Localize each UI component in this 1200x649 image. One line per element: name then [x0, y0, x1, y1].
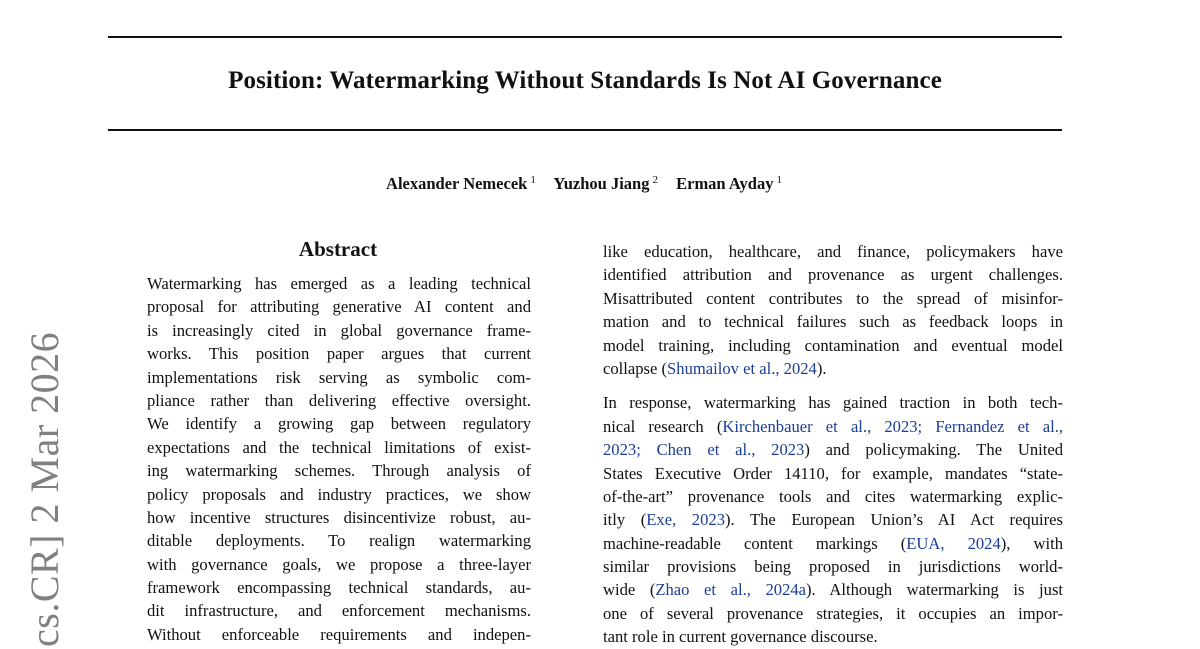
- author-name: Alexander Nemecek: [386, 174, 528, 193]
- text-line: similar provisions being proposed in jurisdictions world-: [603, 557, 1063, 577]
- text-line: collapse (Shumailov et al., 2024).: [603, 358, 827, 378]
- text-line: machine-readable content markings (EUA, 2024), with: [603, 533, 1064, 553]
- abstract-line: expectations and the technical limitations of exist-: [147, 437, 531, 457]
- abstract-line: framework encompassing technical standards, au-: [147, 578, 531, 598]
- abstract-line: ing watermarking schemes. Through analysis of: [147, 461, 531, 481]
- citation-link[interactable]: Exe, 2023: [646, 510, 725, 530]
- abstract-line: how incentive structures disincentivize robust, au-: [147, 507, 531, 527]
- text-line: like education, healthcare, and finance, policymakers have: [603, 242, 1063, 261]
- abstract-line: dit infrastructure, and enforcement mechanisms.: [147, 601, 531, 621]
- text-line: one of several provenance strategies, it occupies an impor-: [603, 603, 1063, 623]
- text-line: mation and to technical failures such as feedback loops in: [603, 312, 1063, 332]
- text-line: States Executive Order 14110, for example, mandates “state-: [603, 463, 1063, 483]
- abstract-line: with governance goals, we propose a three-layer: [147, 554, 531, 574]
- title-top-rule: [108, 36, 1062, 38]
- abstract-line: policy proposals and industry practices, we show: [147, 484, 531, 504]
- abstract-body: [147, 272, 531, 646]
- arxiv-stamp: cs.CR] 2 Mar 2026: [22, 331, 67, 647]
- text-line: wide (Zhao et al., 2024a). Although watermarking is just: [603, 580, 1064, 600]
- citation-link[interactable]: Shumailov et al., 2024: [667, 358, 817, 378]
- title-bottom-rule: [108, 129, 1062, 131]
- text-line: tant role in current governance discourse.: [603, 627, 878, 647]
- intro-column: [603, 240, 1063, 649]
- abstract-line: implementations risk serving as symbolic com-: [147, 367, 531, 387]
- text-line: of-the-art” provenance tools and cites watermarking explic-: [603, 486, 1063, 506]
- abstract-line: Without enforceable requirements and indepen-: [147, 624, 531, 644]
- author-affiliation: 1: [776, 174, 782, 186]
- abstract-line: proposal for attributing generative AI content and: [147, 297, 531, 317]
- paper-title: Position: Watermarking Without Standards Is Not AI Governance: [228, 67, 942, 94]
- author-list: [0, 174, 1168, 194]
- abstract-line: ditable deployments. To realign watermarking: [147, 531, 531, 551]
- text-line: itly (Exe, 2023). The European Union’s AI Act requires: [603, 510, 1063, 530]
- abstract-line: pliance rather than delivering effective oversight.: [147, 390, 531, 410]
- abstract-heading: Abstract: [298, 237, 378, 261]
- citation-link[interactable]: Zhao et al., 2024a: [655, 580, 807, 600]
- author-name: Yuzhou Jiang: [553, 174, 650, 193]
- citation-link[interactable]: 2023; Chen et al., 2023: [603, 440, 805, 460]
- abstract-line: Watermarking has emerged as a leading technical: [147, 274, 531, 293]
- text-line: model training, including contamination and eventual model: [603, 335, 1063, 355]
- citation-link[interactable]: Kirchenbauer et al., 2023; Fernandez et al.,: [722, 416, 1063, 436]
- abstract-line: We identify a growing gap between regulatory: [147, 414, 531, 434]
- text-line: nical research (Kirchenbauer et al., 2023; Fernandez et al.,: [603, 416, 1063, 436]
- abstract-line: is increasingly cited in global governance frame-: [147, 320, 531, 340]
- author-affiliation: 1: [530, 174, 536, 186]
- abstract-line: works. This position paper argues that current: [147, 344, 531, 364]
- citation-link[interactable]: EUA, 2024: [906, 533, 1001, 553]
- author-affiliation: 2: [652, 174, 658, 186]
- text-line: In response, watermarking has gained traction in both tech-: [603, 393, 1063, 413]
- text-line: 2023; Chen et al., 2023) and policymaking. The United: [603, 440, 1063, 460]
- author-name: Erman Ayday: [676, 174, 774, 193]
- text-line: Misattributed content contributes to the spread of misinfor-: [603, 288, 1063, 308]
- text-line: identified attribution and provenance as urgent challenges.: [603, 265, 1063, 285]
